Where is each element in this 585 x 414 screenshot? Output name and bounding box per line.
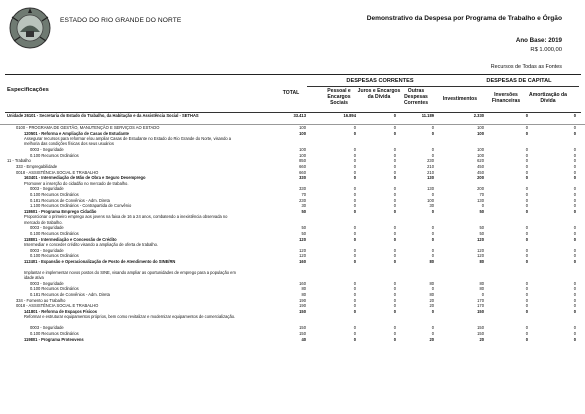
row-description: Assegurar recursos para reformar e/ou ampliar Casas de Estudante no Estado do Rio Grande do Norte, visando a melhoria das condições físicas dos seus usuários xyxy=(24,136,232,147)
row-value: 0 xyxy=(393,197,396,203)
row-value: 0 xyxy=(353,186,356,192)
row-value: 0 xyxy=(573,292,576,298)
row-value: 0 xyxy=(525,186,528,192)
row-description: 0003 - Seguridade xyxy=(30,247,64,253)
row-value: 150 xyxy=(299,331,306,337)
row-description: 333 - Empregabilidade xyxy=(16,163,58,169)
col-header-outras: Outras Despesas Correntes xyxy=(403,88,429,107)
row-value: 0 xyxy=(573,247,576,253)
row-description: 0003 - Seguridade xyxy=(30,225,64,231)
row-value: 0 xyxy=(393,286,396,292)
row-value: 0 xyxy=(573,125,576,130)
col-header-total: TOTAL xyxy=(282,90,300,96)
row-value: 0 xyxy=(393,169,396,175)
row-description: 0003 - Seguridade xyxy=(30,325,64,331)
row-value: 100 xyxy=(299,147,306,153)
row-value: 0 xyxy=(353,325,356,331)
row-value: 30 xyxy=(301,203,306,209)
row-value: 0 xyxy=(573,191,576,197)
row-value: 0 xyxy=(393,147,396,153)
row-value: 0 xyxy=(393,203,396,209)
row-value: 0 xyxy=(573,325,576,331)
row-value: 0 xyxy=(525,303,528,309)
row-value: 0 xyxy=(573,152,576,158)
row-value: 80 xyxy=(301,286,306,292)
row-description: 0003 - Seguridade xyxy=(30,280,64,286)
row-value: 0 xyxy=(353,292,356,298)
row-value: 190 xyxy=(299,303,306,309)
row-value: 330 xyxy=(299,175,306,181)
row-value: 0 xyxy=(431,125,434,130)
row-value: 50 xyxy=(479,225,484,231)
row-value: 33.413 xyxy=(293,113,306,118)
row-value: 0 xyxy=(573,286,576,292)
row-value: 0 xyxy=(431,308,434,314)
row-value: 0 xyxy=(573,225,576,231)
row-value: 0 xyxy=(393,113,396,118)
row-value: 0 xyxy=(431,191,434,197)
table-row xyxy=(0,136,585,147)
row-value: 0 xyxy=(525,203,528,209)
row-value: 100 xyxy=(477,147,484,153)
row-description: 141801 - Reforma de Espaços Físicos xyxy=(24,308,98,314)
row-value: 200 xyxy=(477,175,484,181)
row-value: 0 xyxy=(353,169,356,175)
row-value: 0 xyxy=(353,225,356,231)
row-value: 120 xyxy=(477,247,484,253)
row-value: 0 xyxy=(431,247,434,253)
row-value: 150 xyxy=(299,325,306,331)
row-value: 0 xyxy=(525,253,528,259)
row-value: 170 xyxy=(477,297,484,303)
row-value: 0 xyxy=(525,286,528,292)
col-header-investimentos: Investimentos xyxy=(442,96,478,102)
row-value: 0 xyxy=(393,247,396,253)
row-value: 0 xyxy=(393,336,396,342)
row-value: 850 xyxy=(299,158,306,164)
row-value: 0 xyxy=(353,336,356,342)
row-value: 0 xyxy=(393,186,396,192)
row-value: 11.189 xyxy=(421,113,434,118)
row-value: 0 xyxy=(393,230,396,236)
row-value: 150 xyxy=(299,308,306,314)
row-value: 50 xyxy=(479,208,484,214)
row-value: 120 xyxy=(477,253,484,259)
row-value: 0 xyxy=(525,258,528,264)
row-value: 0 xyxy=(353,230,356,236)
row-value: 0 xyxy=(525,292,528,298)
group-capital: DESPESAS DE CAPITAL xyxy=(486,78,552,84)
row-value: 120 xyxy=(299,247,306,253)
row-value: 0 xyxy=(573,197,576,203)
row-value: 0 xyxy=(525,191,528,197)
row-value: 0 xyxy=(573,230,576,236)
row-value: 0 xyxy=(525,308,528,314)
row-value: 50 xyxy=(301,230,306,236)
row-value: 0 xyxy=(431,225,434,231)
row-value: 120 xyxy=(299,236,306,242)
row-value: 0 xyxy=(393,308,396,314)
row-description: Proporcionar o primeiro emprego aos jovens na faixa de 16 a 24 anos, combatendo a inexistência observada no mercado de trabalho. xyxy=(24,214,228,225)
row-value: 0 xyxy=(353,253,356,259)
row-value: 0 xyxy=(525,280,528,286)
row-value: 0 xyxy=(573,308,576,314)
row-description: 0003 - Seguridade xyxy=(30,147,64,153)
row-value: 0 xyxy=(431,286,434,292)
row-value: 200 xyxy=(477,186,484,192)
row-description: 119801 - Programa Proteovens xyxy=(24,336,84,342)
row-description: 0.100 Recursos Ordinários xyxy=(30,331,79,337)
row-value: 130 xyxy=(477,197,484,203)
row-value: 210 xyxy=(427,163,434,169)
row-value: 0 xyxy=(353,125,356,130)
row-value: 0 xyxy=(525,163,528,169)
row-value: 0 xyxy=(431,236,434,242)
row-value: 100 xyxy=(427,197,434,203)
row-value: 0 xyxy=(573,147,576,153)
row-value: 0 xyxy=(573,336,576,342)
row-value: 80 xyxy=(479,280,484,286)
row-description: Promover a inserção do cidadão no mercado de trabalho. xyxy=(24,180,129,186)
row-value: 0 xyxy=(393,253,396,259)
row-value: 80 xyxy=(479,286,484,292)
row-value: 0 xyxy=(393,292,396,298)
row-value: 20 xyxy=(429,303,434,309)
row-value: 0 xyxy=(353,197,356,203)
row-description: 0.100 Recursos Ordinários xyxy=(30,286,79,292)
table-row xyxy=(0,337,585,343)
row-value: 450 xyxy=(477,169,484,175)
row-description: 0018 - ASSISTÊNCIA SOCIAL E TRABALHO xyxy=(16,303,99,309)
row-value: 100 xyxy=(477,125,484,130)
row-value: 0 xyxy=(393,191,396,197)
row-value: 120 xyxy=(477,236,484,242)
col-header-pessoal: Pessoal e Encargos Sociais xyxy=(327,88,351,107)
row-value: 0 xyxy=(525,152,528,158)
row-value: 230 xyxy=(427,158,434,164)
row-value: 20 xyxy=(429,297,434,303)
row-value: 0 xyxy=(353,203,356,209)
row-value: 0 xyxy=(525,331,528,337)
row-value: 0 xyxy=(573,253,576,259)
row-value: 0 xyxy=(353,280,356,286)
row-value: 0 xyxy=(431,152,434,158)
row-value: 0 xyxy=(525,197,528,203)
row-value: 0 xyxy=(353,308,356,314)
row-value: 130 xyxy=(427,175,434,181)
row-value: 0 xyxy=(393,325,396,331)
group-underline xyxy=(307,86,579,87)
row-value: 80 xyxy=(479,258,484,264)
row-value: 0 xyxy=(353,258,356,264)
row-value: 80 xyxy=(429,292,434,298)
row-value: 0 xyxy=(353,297,356,303)
row-description: 0003 - Seguridade xyxy=(30,186,64,192)
table-row xyxy=(0,270,585,281)
row-value: 0 xyxy=(393,125,396,130)
row-value: 2.330 xyxy=(473,113,484,118)
row-value: 50 xyxy=(479,230,484,236)
row-description: 0.100 Recursos Ordinários xyxy=(30,191,79,197)
row-value: 130 xyxy=(427,186,434,192)
row-value: 0 xyxy=(525,158,528,164)
table-row xyxy=(0,259,585,270)
row-value: 0 xyxy=(393,163,396,169)
row-value: 0 xyxy=(573,163,576,169)
table-row xyxy=(0,314,585,325)
document-title: Demonstrativo da Despesa por Programa de Trabalho e Órgão xyxy=(366,15,562,22)
state-name: ESTADO DO RIO GRANDE DO NORTE xyxy=(60,17,182,24)
row-description: 120501 - Reforma e Ampliação de Casas de Estudante xyxy=(24,130,129,136)
row-value: 0 xyxy=(525,225,528,231)
row-value: 0 xyxy=(353,286,356,292)
row-description: Implantar e implementar novos postos do SINE, visando ampliar as oportunidades de emprego para a população em idade ativa xyxy=(24,269,236,281)
header-top-rule xyxy=(5,74,581,75)
col-header-amortizacao: Amortização da Dívida xyxy=(529,92,567,105)
row-value: 0 xyxy=(525,208,528,214)
row-value: 0 xyxy=(431,208,434,214)
row-description: 11 - Trabalho xyxy=(7,158,31,164)
row-value: 0 xyxy=(525,130,528,136)
row-value: 0 xyxy=(393,297,396,303)
row-value: 0 xyxy=(525,169,528,175)
row-value: 0 xyxy=(573,113,576,118)
row-value: 210 xyxy=(427,169,434,175)
row-value: 40 xyxy=(301,336,306,342)
row-description: 0018 - ASSISTÊNCIA SOCIAL E TRABALHO xyxy=(16,169,99,175)
col-header-inversoes: Inversões Financeiras xyxy=(491,92,521,105)
row-value: 0 xyxy=(393,208,396,214)
row-value: 0 xyxy=(525,113,528,118)
base-year: Ano Base: 2019 xyxy=(515,37,562,44)
row-value: 0 xyxy=(525,125,528,130)
row-description: 0.100 Recursos Ordinários xyxy=(30,253,79,259)
table-row xyxy=(0,214,585,225)
row-value: 70 xyxy=(301,191,306,197)
row-value: 120 xyxy=(299,253,306,259)
row-value: 160 xyxy=(299,258,306,264)
row-value: 0 xyxy=(431,147,434,153)
row-description: 118601 - Programa Emprego Cidadão xyxy=(24,208,97,214)
row-description: 0.100 Recursos Ordinários xyxy=(30,230,79,236)
row-value: 20 xyxy=(429,336,434,342)
row-value: 0 xyxy=(353,130,356,136)
row-value: 0 xyxy=(525,325,528,331)
row-value: 0 xyxy=(573,303,576,309)
row-description: 163401 - Intermediação de Mão de Obra e Seguro Desemprego xyxy=(24,175,146,181)
row-value: 150 xyxy=(477,308,484,314)
row-value: 450 xyxy=(477,163,484,169)
row-value: 0 xyxy=(393,303,396,309)
row-value: 0 xyxy=(573,175,576,181)
row-value: 80 xyxy=(301,292,306,298)
row-value: 0 xyxy=(353,163,356,169)
row-value: 50 xyxy=(301,208,306,214)
row-description: Reformar e estruturar equipamentos próprios, bem como revitalizar e modernizar equipamentos de comercialização. xyxy=(24,314,236,320)
row-value: 0 xyxy=(353,208,356,214)
col-header-especificacoes: Especificações xyxy=(7,87,49,93)
row-value: 0 xyxy=(353,191,356,197)
row-value: 620 xyxy=(477,158,484,164)
row-value: 70 xyxy=(479,191,484,197)
row-value: 230 xyxy=(299,197,306,203)
row-value: 30 xyxy=(429,203,434,209)
row-value: 0 xyxy=(573,169,576,175)
row-value: 0 xyxy=(481,203,484,209)
row-value: 0 xyxy=(573,331,576,337)
row-value: 0 xyxy=(573,203,576,209)
resources-label: Recursos de Todas as Fontes xyxy=(490,64,562,70)
group-correntes: DESPESAS CORRENTES xyxy=(346,78,414,84)
row-value: 0 xyxy=(393,236,396,242)
row-value: 50 xyxy=(301,225,306,231)
row-description: Intermediar e conceder crédito visando a ampliação de oferta de trabalho. xyxy=(24,242,159,248)
table-row xyxy=(0,113,585,125)
row-value: 0 xyxy=(393,225,396,231)
row-value: 0 xyxy=(431,230,434,236)
row-value: 150 xyxy=(477,325,484,331)
row-value: 0 xyxy=(393,280,396,286)
row-value: 0 xyxy=(353,175,356,181)
row-value: 0 xyxy=(353,147,356,153)
row-value: 0 xyxy=(393,130,396,136)
row-value: 80 xyxy=(429,258,434,264)
row-value: 0 xyxy=(573,208,576,214)
row-value: 660 xyxy=(299,163,306,169)
row-value: 0 xyxy=(353,158,356,164)
row-description: 112401 - Expansão e Operacionalização de Posto de Atendimento do SINE/RN xyxy=(24,258,176,264)
row-value: 0 xyxy=(525,175,528,181)
row-value: 0 xyxy=(573,158,576,164)
row-value: 0 xyxy=(431,331,434,337)
row-value: 0 xyxy=(573,297,576,303)
row-value: 170 xyxy=(477,303,484,309)
row-value: 0 xyxy=(431,130,434,136)
row-description: 1.100 Recursos Ordinários - Contrapartida de Convênio xyxy=(30,203,132,209)
row-value: 0 xyxy=(573,280,576,286)
row-value: 100 xyxy=(299,152,306,158)
row-value: 20 xyxy=(479,336,484,342)
row-value: 0 xyxy=(393,258,396,264)
row-description: 0.181 Recursos de Convênios - Adm. Direta xyxy=(30,197,110,203)
row-value: 0 xyxy=(525,236,528,242)
row-value: 0 xyxy=(525,230,528,236)
row-value: 0 xyxy=(353,236,356,242)
row-value: 150 xyxy=(477,331,484,337)
row-description: 0.100 Recursos Ordinários xyxy=(30,152,79,158)
row-value: 0 xyxy=(431,325,434,331)
row-value: 330 xyxy=(299,186,306,192)
row-value: 0 xyxy=(525,247,528,253)
currency-unit: R$ 1.000,00 xyxy=(530,47,562,53)
row-value: 0 xyxy=(431,253,434,259)
row-value: 0 xyxy=(353,303,356,309)
row-description: Unidade 26101 - Secretaria do Estado do Trabalho, da Habitação e da Assistência Social - SETHAS xyxy=(7,113,199,118)
row-value: 100 xyxy=(299,125,306,130)
row-value: 660 xyxy=(299,169,306,175)
row-value: 0 xyxy=(393,158,396,164)
table-body xyxy=(0,113,585,342)
row-value: 80 xyxy=(429,280,434,286)
row-value: 0 xyxy=(573,258,576,264)
row-value: 0 xyxy=(353,331,356,337)
row-value: 0 xyxy=(573,130,576,136)
row-value: 100 xyxy=(299,130,306,136)
row-description: 334 - Fomento ao Trabalho xyxy=(16,297,66,303)
row-value: 0 xyxy=(573,236,576,242)
row-value: 160 xyxy=(299,280,306,286)
col-header-juros: Juros e Encargos da Dívida xyxy=(357,88,401,101)
row-value: 0 xyxy=(353,152,356,158)
row-value: 0 xyxy=(393,175,396,181)
row-value: 0 xyxy=(525,147,528,153)
row-value: 16.894 xyxy=(343,113,356,118)
row-value: 100 xyxy=(477,130,484,136)
row-value: 0 xyxy=(525,297,528,303)
row-description: 0100 - PROGRAMA DE GESTÃO, MANUTENÇÃO E SERVIÇOS AO ESTADO xyxy=(16,125,160,130)
row-value: 0 xyxy=(393,331,396,337)
row-value: 0 xyxy=(481,292,484,298)
state-crest-icon xyxy=(6,5,54,51)
row-value: 190 xyxy=(299,297,306,303)
row-value: 0 xyxy=(525,336,528,342)
row-value: 100 xyxy=(477,152,484,158)
row-description: 118801 - Intermediação e Concessão de Crédito xyxy=(24,236,117,242)
row-value: 0 xyxy=(573,186,576,192)
row-value: 0 xyxy=(393,152,396,158)
row-description: 0.181 Recursos de Convênios - Adm. Direta xyxy=(30,292,110,298)
row-value: 0 xyxy=(353,247,356,253)
